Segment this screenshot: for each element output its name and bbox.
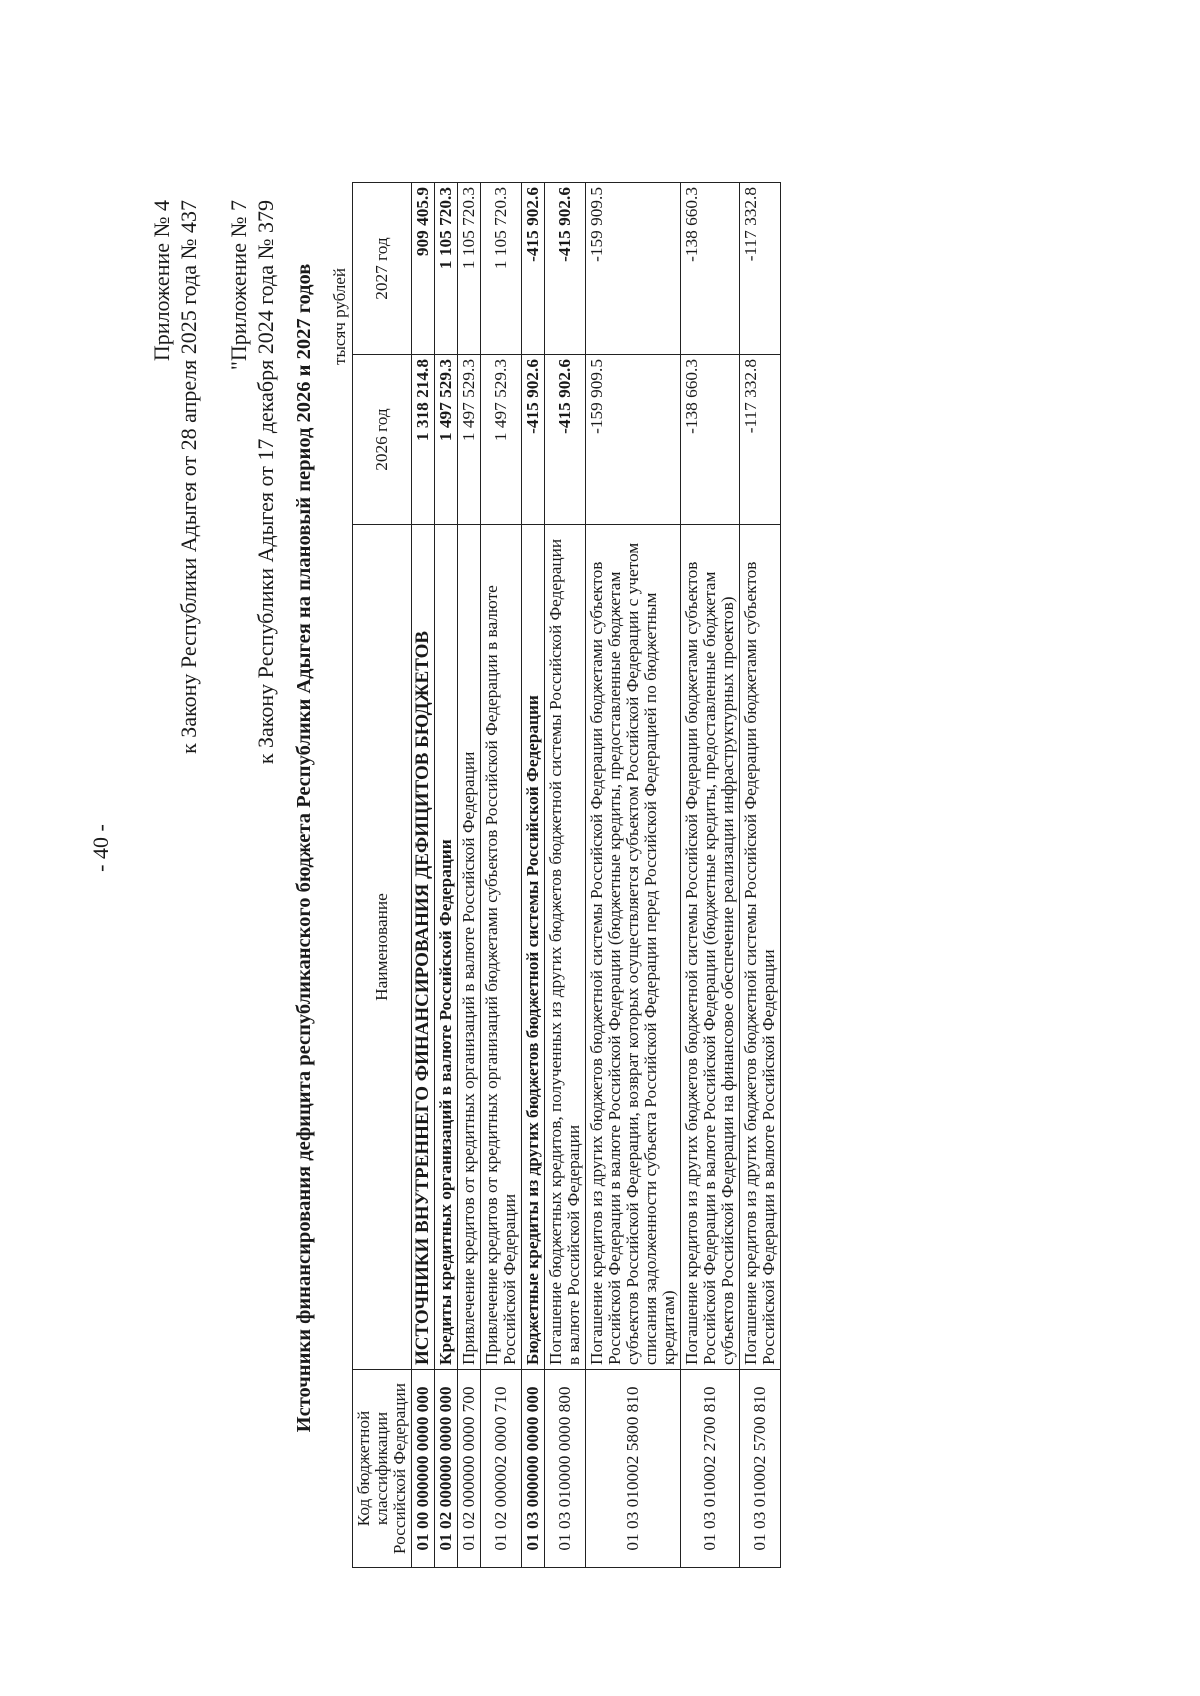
page-number: - 40 - [88,824,113,872]
row-name: Привлечение кредитов от кредитных организаций в валюте Российской Федерации [458,525,481,1370]
column-header-2027: 2027 год [353,183,412,355]
row-code: 01 03 010000 0000 800 [545,1370,586,1568]
row-value-2027: 1 105 720.3 [458,183,481,355]
column-header-name: Наименование [353,525,412,1370]
row-name: Погашение кредитов из других бюджетов бюджетной системы Российской Федерации бюджетами субъектов Российской Федерации в валюте Российской Федерации (бюджетные кредиты, предоставленные бюджетам субъектов Российской Федерации на финансовое обеспечение реализации инфраструктурных проектов) [681,525,740,1370]
table-row [522,183,545,1568]
row-code: 01 03 010002 2700 810 [681,1370,740,1568]
appendix-original: "Приложение № 7 [226,200,251,371]
row-name: Погашение кредитов из других бюджетов бюджетной системы Российской Федерации бюджетами субъектов Российской Федерации в валюте Российской Федерации [740,525,781,1370]
row-value-2027: -415 902.6 [522,183,545,355]
table-row [481,183,522,1568]
row-value-2026: -415 902.6 [522,355,545,525]
row-name: Кредиты кредитных организаций в валюте Российской Федерации [435,525,458,1370]
row-value-2026: 1 318 214.8 [412,355,435,525]
row-value-2026: 1 497 529.3 [458,355,481,525]
column-header-2026: 2026 год [353,355,412,525]
row-code: 01 00 000000 0000 000 [412,1370,435,1568]
table-row [458,183,481,1568]
sources-table [352,182,781,1568]
document-title: Источники финансирования дефицита республиканского бюджета Республики Адыгея на плановый период 2026 и 2027 годов [293,263,315,1433]
row-value-2027: -159 909.5 [586,183,681,355]
row-code: 01 03 010002 5800 810 [586,1370,681,1568]
row-value-2027: 909 405.9 [412,183,435,355]
row-value-2026: 1 497 529.3 [435,355,458,525]
table-row [412,183,435,1568]
row-code: 01 03 000000 0000 000 [522,1370,545,1568]
row-value-2027: 1 105 720.3 [435,183,458,355]
row-name: Погашение кредитов из других бюджетов бюджетной системы Российской Федерации бюджетами субъектов Российской Федерации в валюте Российской Федерации (бюджетные кредиты, предоставленные бюджетам субъектов Российской Федерации, возврат которых осуществляется субъектом Российской Федерации с учетом списания задолженности субъекта Российской Федерации перед Российской Федерацией по бюджетным кредитам) [586,525,681,1370]
row-code: 01 03 010002 5700 810 [740,1370,781,1568]
row-value-2027: 1 105 720.3 [481,183,522,355]
row-value-2026: -117 332.8 [740,355,781,525]
row-value-2027: -138 660.3 [681,183,740,355]
table-header-row [353,183,412,1568]
appendix-current: Приложение № 4 [149,200,174,362]
row-name: Погашение бюджетных кредитов, полученных из других бюджетов бюджетной системы Российской Федерации в валюте Российской Федерации [545,525,586,1370]
column-header-code: Код бюджетной классификации Российской Федерации [353,1370,412,1568]
row-value-2027: -117 332.8 [740,183,781,355]
row-code: 01 02 000000 0000 000 [435,1370,458,1568]
row-value-2026: -159 909.5 [586,355,681,525]
table-row [681,183,740,1568]
row-name: Привлечение кредитов от кредитных организаций бюджетами субъектов Российской Федерации в валюте Российской Федерации [481,525,522,1370]
law-reference-original: к Закону Республики Адыгея от 17 декабря 2024 года № 379 [253,200,278,765]
table-row [586,183,681,1568]
row-value-2027: -415 902.6 [545,183,586,355]
row-name: Бюджетные кредиты из других бюджетов бюджетной системы Российской Федерации [522,525,545,1370]
row-name: ИСТОЧНИКИ ВНУТРЕННЕГО ФИНАНСИРОВАНИЯ ДЕФИЦИТОВ БЮДЖЕТОВ [412,525,435,1370]
row-value-2026: -138 660.3 [681,355,740,525]
table-row [545,183,586,1568]
row-code: 01 02 000002 0000 710 [481,1370,522,1568]
row-code: 01 02 000000 0000 700 [458,1370,481,1568]
row-value-2026: 1 497 529.3 [481,355,522,525]
law-reference-current: к Закону Республики Адыгея от 28 апреля 2025 года № 437 [176,200,201,754]
table-row [740,183,781,1568]
table-row [435,183,458,1568]
units-label: тысяч рублей [330,268,349,365]
row-value-2026: -415 902.6 [545,355,586,525]
